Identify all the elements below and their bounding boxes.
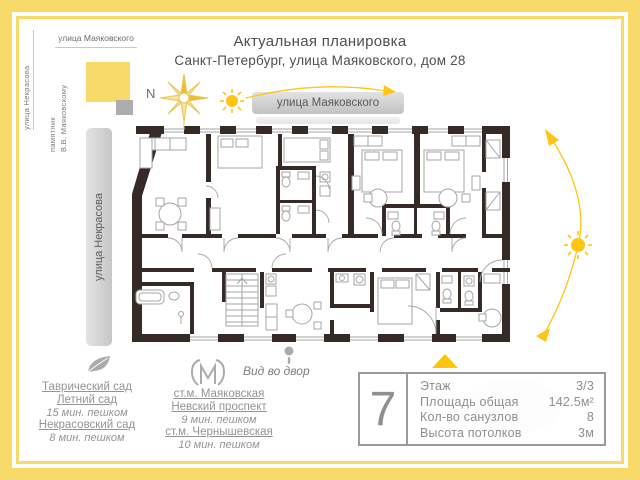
- info-label: Этаж: [420, 379, 451, 393]
- side-table-icon: [352, 176, 360, 190]
- shower-icon: [179, 312, 184, 325]
- bathtub-icon: [136, 290, 164, 304]
- sun-icon: [564, 231, 592, 259]
- courtyard-view-label: Вид во двор: [243, 364, 310, 378]
- title-line2: Санкт-Петербург, улица Маяковского, дом 28: [174, 53, 466, 68]
- info-label: Кол-во санузлов: [420, 410, 519, 425]
- metro-link[interactable]: Невский проспект: [171, 400, 267, 413]
- info-row-bathrooms: [420, 410, 594, 424]
- bed-icon: [362, 150, 402, 192]
- wardrobe-icon: [416, 274, 430, 290]
- wardrobe-icon: [486, 140, 500, 158]
- walk-time: 9 мин. пешком: [181, 413, 257, 426]
- apartment-info-table: [358, 372, 606, 446]
- monument-label-line2: В.В. Маяковскому: [59, 84, 68, 152]
- toilet-icon: [282, 172, 290, 187]
- round-table-icon: [439, 189, 470, 207]
- arrowhead-icon: [536, 328, 550, 342]
- toilet-icon: [443, 289, 451, 303]
- sofa-icon: [266, 304, 277, 330]
- bed-icon: [218, 136, 262, 168]
- leaf-icon: [84, 352, 114, 378]
- info-value: 3м: [578, 425, 594, 440]
- sun-arc-top: [246, 87, 386, 98]
- compass-icon: [156, 70, 212, 130]
- apartment-number: 7: [360, 374, 408, 444]
- metro-link[interactable]: ст.м. Чернышевская: [165, 426, 273, 439]
- sink-icon: [298, 172, 309, 179]
- info-value: 3/3: [576, 379, 594, 393]
- dining-table-icon: [156, 198, 186, 230]
- bed-icon: [424, 150, 464, 192]
- sun-icon: [220, 89, 244, 113]
- walk-time: 8 мин. пешком: [49, 432, 125, 445]
- metro-legend: [140, 388, 298, 452]
- wardrobe-icon: [484, 274, 500, 283]
- walk-time: 10 мин. пешком: [178, 439, 260, 452]
- monument-block: [86, 62, 130, 102]
- info-row-ceiling: [420, 426, 594, 440]
- bed-icon: [284, 138, 330, 162]
- toilet-icon: [465, 291, 473, 305]
- park-link[interactable]: Летний сад: [56, 393, 118, 406]
- info-label: Площадь общая: [420, 394, 519, 409]
- info-value: 8: [586, 410, 594, 425]
- metro-link[interactable]: ст.м. Маяковская: [173, 388, 265, 400]
- info-value: 142.5м²: [548, 394, 594, 409]
- street-bar-nekrasova: [86, 128, 112, 346]
- compass-north-label: N: [146, 86, 156, 101]
- info-rows: [408, 374, 604, 444]
- info-row-floor: [420, 379, 594, 393]
- park-link[interactable]: Некрасовский сад: [38, 419, 136, 432]
- washer-icon: [464, 276, 474, 286]
- sink-icon: [298, 206, 309, 213]
- kitchen-counter-icon: [266, 274, 276, 296]
- sofa-icon: [452, 136, 480, 146]
- sofa-icon: [354, 136, 382, 146]
- toilet-icon: [432, 221, 440, 235]
- street-bar-mayakovskogo-label: улица Маяковского: [276, 97, 380, 109]
- side-table-icon: [472, 176, 480, 190]
- sun-path-right: [528, 118, 600, 346]
- round-table-icon: [479, 309, 501, 327]
- sun-path-top: [208, 76, 408, 118]
- toilet-icon: [392, 221, 400, 235]
- entrance-triangle-icon: [430, 352, 460, 368]
- title-line1: Актуальная планировка: [233, 33, 407, 50]
- sink-icon: [169, 292, 179, 300]
- sink-icon: [442, 276, 452, 283]
- walk-time: 15 мин. пешком: [46, 406, 128, 419]
- sink-icon: [434, 212, 444, 219]
- monument-label-line1: памятник: [48, 117, 57, 152]
- page-title: [0, 33, 640, 68]
- street-bar-nekrasova-label: улица Некрасова: [93, 193, 105, 281]
- info-row-area: [420, 395, 594, 409]
- sun-arc-right: [543, 138, 581, 336]
- round-table-icon: [286, 302, 321, 329]
- arrowhead-icon: [545, 129, 559, 146]
- arrowhead-icon: [383, 85, 396, 96]
- sink-icon: [336, 274, 348, 282]
- wardrobe-icon: [486, 192, 500, 210]
- metro-icon: [190, 358, 226, 388]
- street-label-mayakovskogo-small: улица Маяковского: [55, 33, 137, 48]
- desk-icon: [210, 208, 220, 230]
- floor-plan: [126, 112, 520, 356]
- stairs-icon: [226, 274, 258, 326]
- park-link[interactable]: Таврический сад: [42, 381, 132, 393]
- washer-icon: [354, 274, 365, 285]
- street-label-nekrasova-small: улица Некрасова: [22, 30, 34, 130]
- toilet-icon: [282, 206, 290, 221]
- sofa-icon: [140, 138, 186, 168]
- bed-icon: [378, 278, 412, 324]
- info-label: Высота потолков: [420, 425, 522, 440]
- sink-icon: [388, 212, 398, 219]
